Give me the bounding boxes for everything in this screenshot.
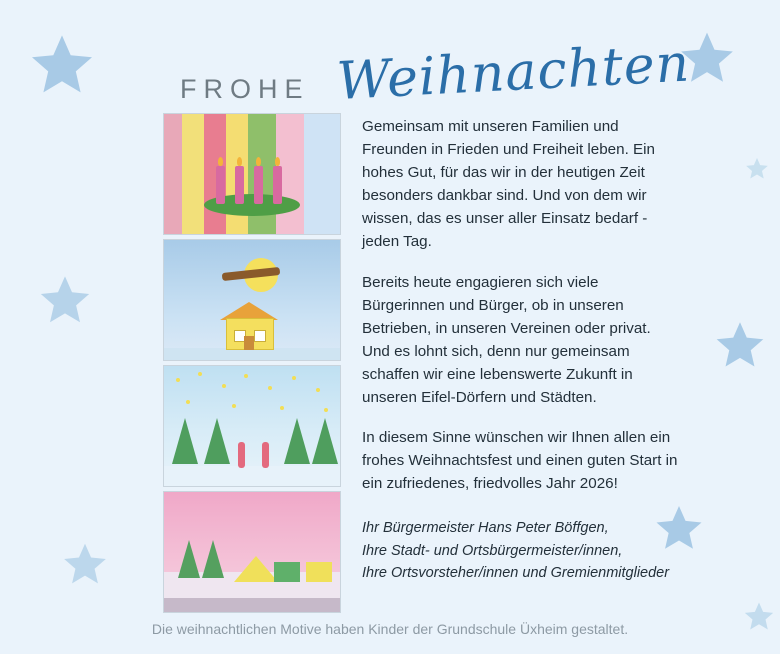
star-icon bbox=[60, 540, 110, 590]
flame-shape bbox=[256, 157, 261, 166]
small-star-icon bbox=[198, 372, 202, 376]
tree-shape bbox=[202, 540, 224, 578]
star-icon bbox=[744, 156, 770, 182]
door-shape bbox=[244, 336, 254, 350]
paragraph-3: In diesem Sinne wünschen wir Ihnen allen ein frohes Weihnachtsfest und einen guten Start in ein zufriedenes, friedvolles Jahr 2026! bbox=[362, 429, 678, 493]
image-credit: Die weihnachtlichen Motive haben Kinder der Grundschule Üxheim gestaltet. bbox=[151, 621, 629, 637]
small-star-icon bbox=[268, 386, 272, 390]
flame-shape bbox=[237, 157, 242, 166]
signature-line-2: Ihre Stadt- und Ortsbürgermeister/innen, bbox=[362, 542, 623, 559]
illustration-column bbox=[163, 113, 341, 617]
title-word-weihnachten: Weihnachten bbox=[335, 33, 692, 112]
tree-shape bbox=[178, 540, 200, 578]
picture-pink-village bbox=[163, 491, 341, 613]
paragraph-1: Gemeinsam mit unseren Familien und Freunden in Frieden und Freiheit leben. Ein hohes Gut, für das wir in der heutigen Zeit besonders dankbar sind. Und von dem wir wissen, das es unser aller Einsatz bedarf - jeden Tag. bbox=[362, 118, 655, 251]
title-word-frohe: FROHE bbox=[180, 74, 310, 104]
small-star-icon bbox=[244, 374, 248, 378]
person-shape bbox=[238, 442, 245, 468]
greeting-text bbox=[362, 115, 682, 585]
candle-shape bbox=[254, 166, 263, 204]
tree-shape bbox=[284, 418, 310, 464]
candle-shape bbox=[235, 166, 244, 204]
star-icon bbox=[36, 272, 94, 330]
small-star-icon bbox=[222, 384, 226, 388]
small-star-icon bbox=[324, 408, 328, 412]
window-shape bbox=[254, 330, 266, 342]
small-star-icon bbox=[316, 388, 320, 392]
candle-shape bbox=[273, 166, 282, 204]
picture-starry-forest bbox=[163, 365, 341, 487]
paragraph-2: Bereits heute engagieren sich viele Bürgerinnen und Bürger, ob in unseren Betrieben, in unseren Vereinen oder privat. Und es lohnt sich, denn nur gemeinsam schaffen wir eine lebenswerte Zukunft in unseren Eifel-Dörfern und Städten. bbox=[362, 273, 651, 407]
signature-line-1: Ihr Bürgermeister Hans Peter Böffgen, bbox=[362, 520, 609, 537]
tree-shape bbox=[172, 418, 198, 464]
candle-shape bbox=[216, 166, 225, 204]
ground-shape bbox=[164, 466, 340, 486]
page-title bbox=[0, 30, 780, 112]
small-star-icon bbox=[176, 378, 180, 382]
small-star-icon bbox=[232, 404, 236, 408]
house-shape bbox=[306, 562, 332, 582]
house-shape bbox=[274, 562, 300, 582]
signature-line-3: Ihre Ortsvorsteher/innen und Gremienmitglieder bbox=[362, 565, 670, 582]
small-star-icon bbox=[280, 406, 284, 410]
tree-shape bbox=[312, 418, 338, 464]
tree-shape bbox=[204, 418, 230, 464]
signature-block bbox=[362, 517, 682, 584]
picture-advent-wreath bbox=[163, 113, 341, 235]
small-star-icon bbox=[186, 400, 190, 404]
pyramid-shape bbox=[234, 556, 278, 582]
star-icon bbox=[712, 318, 768, 374]
flame-shape bbox=[218, 157, 223, 166]
road-shape bbox=[164, 598, 340, 612]
flame-shape bbox=[275, 157, 280, 166]
person-shape bbox=[262, 442, 269, 468]
small-star-icon bbox=[292, 376, 296, 380]
picture-sleigh-moon bbox=[163, 239, 341, 361]
